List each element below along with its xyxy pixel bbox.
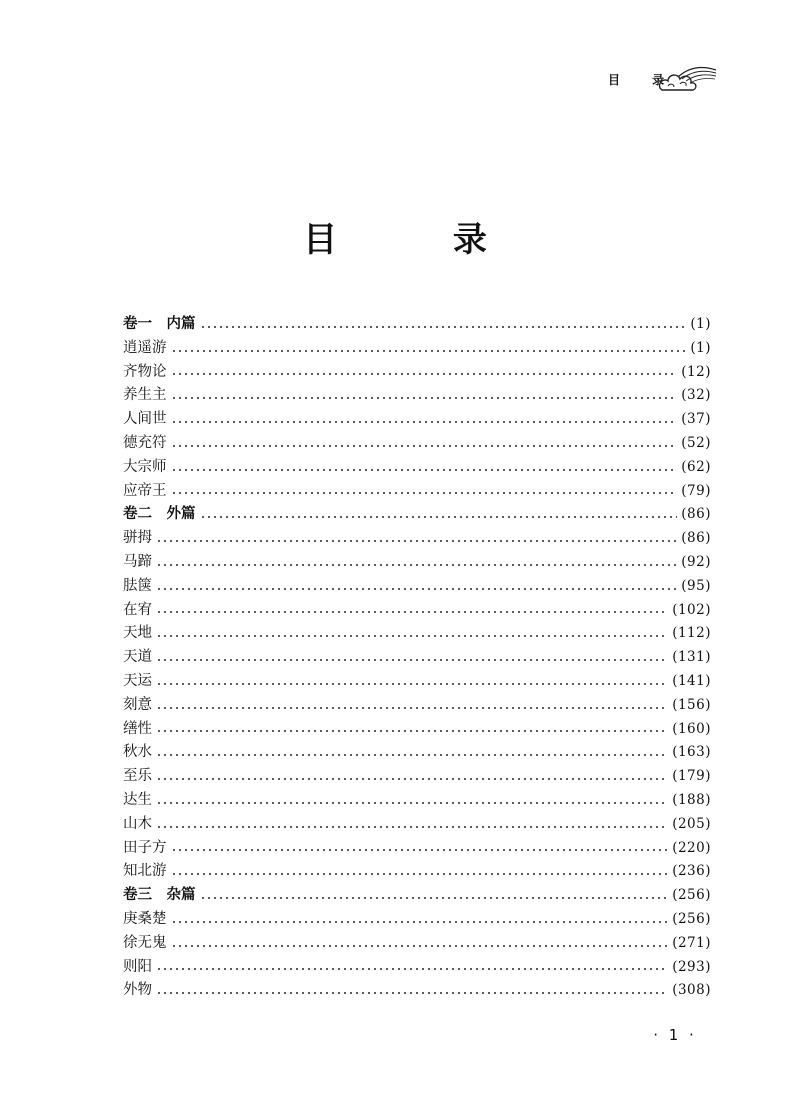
toc-chapter-row[interactable]	[123, 813, 711, 837]
toc-entry-page: (141)	[672, 672, 711, 689]
toc-entry-title: 德充符	[123, 434, 167, 451]
toc-chapter-row[interactable]	[123, 432, 711, 456]
toc-entry-title: 逍遥游	[123, 339, 167, 356]
toc-entry-page: (12)	[681, 363, 711, 380]
dot-leader	[156, 540, 677, 542]
cloud-ornament-icon	[656, 62, 718, 96]
toc-chapter-row[interactable]	[123, 646, 711, 670]
dot-leader	[200, 897, 669, 899]
toc-entry-page: (156)	[672, 696, 711, 713]
toc-chapter-row[interactable]	[123, 527, 711, 551]
dot-leader	[156, 778, 668, 780]
toc-entry-title: 人间世	[123, 411, 167, 428]
toc-chapter-row[interactable]	[123, 622, 711, 646]
dot-leader	[156, 802, 668, 804]
toc-entry-title: 秋水	[123, 744, 152, 761]
toc-entry-page: (92)	[681, 553, 711, 570]
table-of-contents	[123, 313, 711, 1003]
dot-leader	[156, 683, 668, 685]
toc-entry-page: (1)	[690, 339, 711, 356]
toc-chapter-row[interactable]	[123, 408, 711, 432]
dot-leader	[171, 873, 669, 875]
toc-entry-page: (32)	[681, 387, 711, 404]
toc-volume-row[interactable]	[123, 313, 711, 337]
toc-entry-title: 缮性	[123, 720, 152, 737]
dot-leader	[171, 945, 669, 947]
toc-chapter-row[interactable]	[123, 765, 711, 789]
dot-leader	[171, 445, 678, 447]
toc-entry-page: (112)	[672, 625, 711, 642]
toc-chapter-row[interactable]	[123, 860, 711, 884]
toc-entry-title: 至乐	[123, 768, 152, 785]
toc-entry-title: 知北游	[123, 863, 167, 880]
dot-leader	[156, 730, 668, 732]
toc-entry-page: (62)	[681, 458, 711, 475]
toc-chapter-row[interactable]	[123, 908, 711, 932]
toc-entry-title: 天地	[123, 625, 152, 642]
toc-entry-page: (52)	[681, 434, 711, 451]
dot-leader	[171, 469, 678, 471]
toc-entry-title: 徐无鬼	[123, 934, 167, 951]
dot-leader	[156, 588, 677, 590]
toc-entry-page: (308)	[672, 982, 711, 999]
toc-entry-page: (236)	[672, 863, 711, 880]
toc-entry-page: (188)	[672, 791, 711, 808]
toc-chapter-row[interactable]	[123, 575, 711, 599]
dot-leader	[171, 492, 678, 494]
toc-entry-page: (293)	[672, 958, 711, 975]
toc-entry-page: (86)	[681, 506, 711, 523]
toc-entry-title: 骈拇	[123, 530, 152, 547]
toc-entry-page: (37)	[681, 411, 711, 428]
toc-volume-row[interactable]	[123, 884, 711, 908]
toc-volume-row[interactable]	[123, 503, 711, 527]
toc-entry-title: 应帝王	[123, 482, 167, 499]
toc-entry-page: (86)	[681, 530, 711, 547]
toc-entry-page: (256)	[672, 910, 711, 927]
toc-chapter-row[interactable]	[123, 932, 711, 956]
dot-leader	[156, 659, 668, 661]
dot-leader	[171, 350, 687, 352]
toc-chapter-row[interactable]	[123, 670, 711, 694]
toc-chapter-row[interactable]	[123, 599, 711, 623]
toc-entry-page: (79)	[681, 482, 711, 499]
dot-leader	[156, 564, 677, 566]
toc-entry-title: 卷二 外篇	[123, 506, 196, 523]
toc-entry-page: (271)	[672, 934, 711, 951]
toc-entry-page: (102)	[672, 601, 711, 618]
toc-entry-title: 胠箧	[123, 577, 152, 594]
toc-entry-title: 大宗师	[123, 458, 167, 475]
toc-entry-title: 山木	[123, 815, 152, 832]
toc-entry-title: 庚桑楚	[123, 910, 167, 927]
toc-entry-page: (131)	[672, 649, 711, 666]
dot-leader	[156, 635, 668, 637]
toc-chapter-row[interactable]	[123, 956, 711, 980]
toc-entry-title: 天运	[123, 672, 152, 689]
dot-leader	[171, 397, 678, 399]
toc-chapter-row[interactable]	[123, 361, 711, 385]
running-head	[598, 62, 718, 96]
toc-entry-title: 外物	[123, 982, 152, 999]
toc-entry-title: 卷三 杂篇	[123, 887, 196, 904]
toc-entry-title: 卷一 内篇	[123, 316, 196, 332]
toc-chapter-row[interactable]	[123, 837, 711, 861]
toc-entry-title: 养生主	[123, 387, 167, 404]
toc-entry-page: (179)	[672, 768, 711, 785]
toc-entry-title: 则阳	[123, 958, 152, 975]
toc-chapter-row[interactable]	[123, 551, 711, 575]
toc-entry-page: (163)	[672, 744, 711, 761]
toc-chapter-row[interactable]	[123, 337, 711, 361]
page-title: 目 录	[303, 220, 539, 260]
toc-entry-title: 齐物论	[123, 363, 167, 380]
toc-entry-page: (95)	[681, 577, 711, 594]
toc-entry-page: (160)	[672, 720, 711, 737]
dot-leader	[156, 968, 668, 970]
toc-chapter-row[interactable]	[123, 718, 711, 742]
toc-entry-page: (256)	[672, 887, 711, 904]
dot-leader	[200, 326, 687, 328]
toc-chapter-row[interactable]	[123, 694, 711, 718]
page-number: · 1 ·	[653, 1026, 697, 1044]
toc-entry-title: 田子方	[123, 839, 167, 856]
dot-leader	[171, 921, 669, 923]
toc-entry-title: 刻意	[123, 696, 152, 713]
toc-chapter-row[interactable]	[123, 384, 711, 408]
dot-leader	[171, 373, 678, 375]
toc-entry-page: (1)	[690, 316, 711, 332]
toc-entry-title: 天道	[123, 649, 152, 666]
toc-entry-title: 在宥	[123, 601, 152, 618]
dot-leader	[156, 826, 668, 828]
toc-entry-title: 马蹄	[123, 553, 152, 570]
toc-entry-page: (205)	[672, 815, 711, 832]
toc-entry-page: (220)	[672, 839, 711, 856]
toc-chapter-row[interactable]	[123, 480, 711, 504]
toc-chapter-row[interactable]	[123, 741, 711, 765]
dot-leader	[156, 707, 668, 709]
toc-chapter-row[interactable]	[123, 456, 711, 480]
dot-leader	[156, 992, 668, 994]
toc-chapter-row[interactable]	[123, 789, 711, 813]
dot-leader	[156, 611, 668, 613]
running-head-text: 目 录	[608, 72, 679, 87]
dot-leader	[171, 421, 678, 423]
dot-leader	[156, 754, 668, 756]
toc-entry-title: 达生	[123, 791, 152, 808]
dot-leader	[200, 516, 678, 518]
toc-chapter-row[interactable]	[123, 979, 711, 1003]
dot-leader	[171, 849, 669, 851]
